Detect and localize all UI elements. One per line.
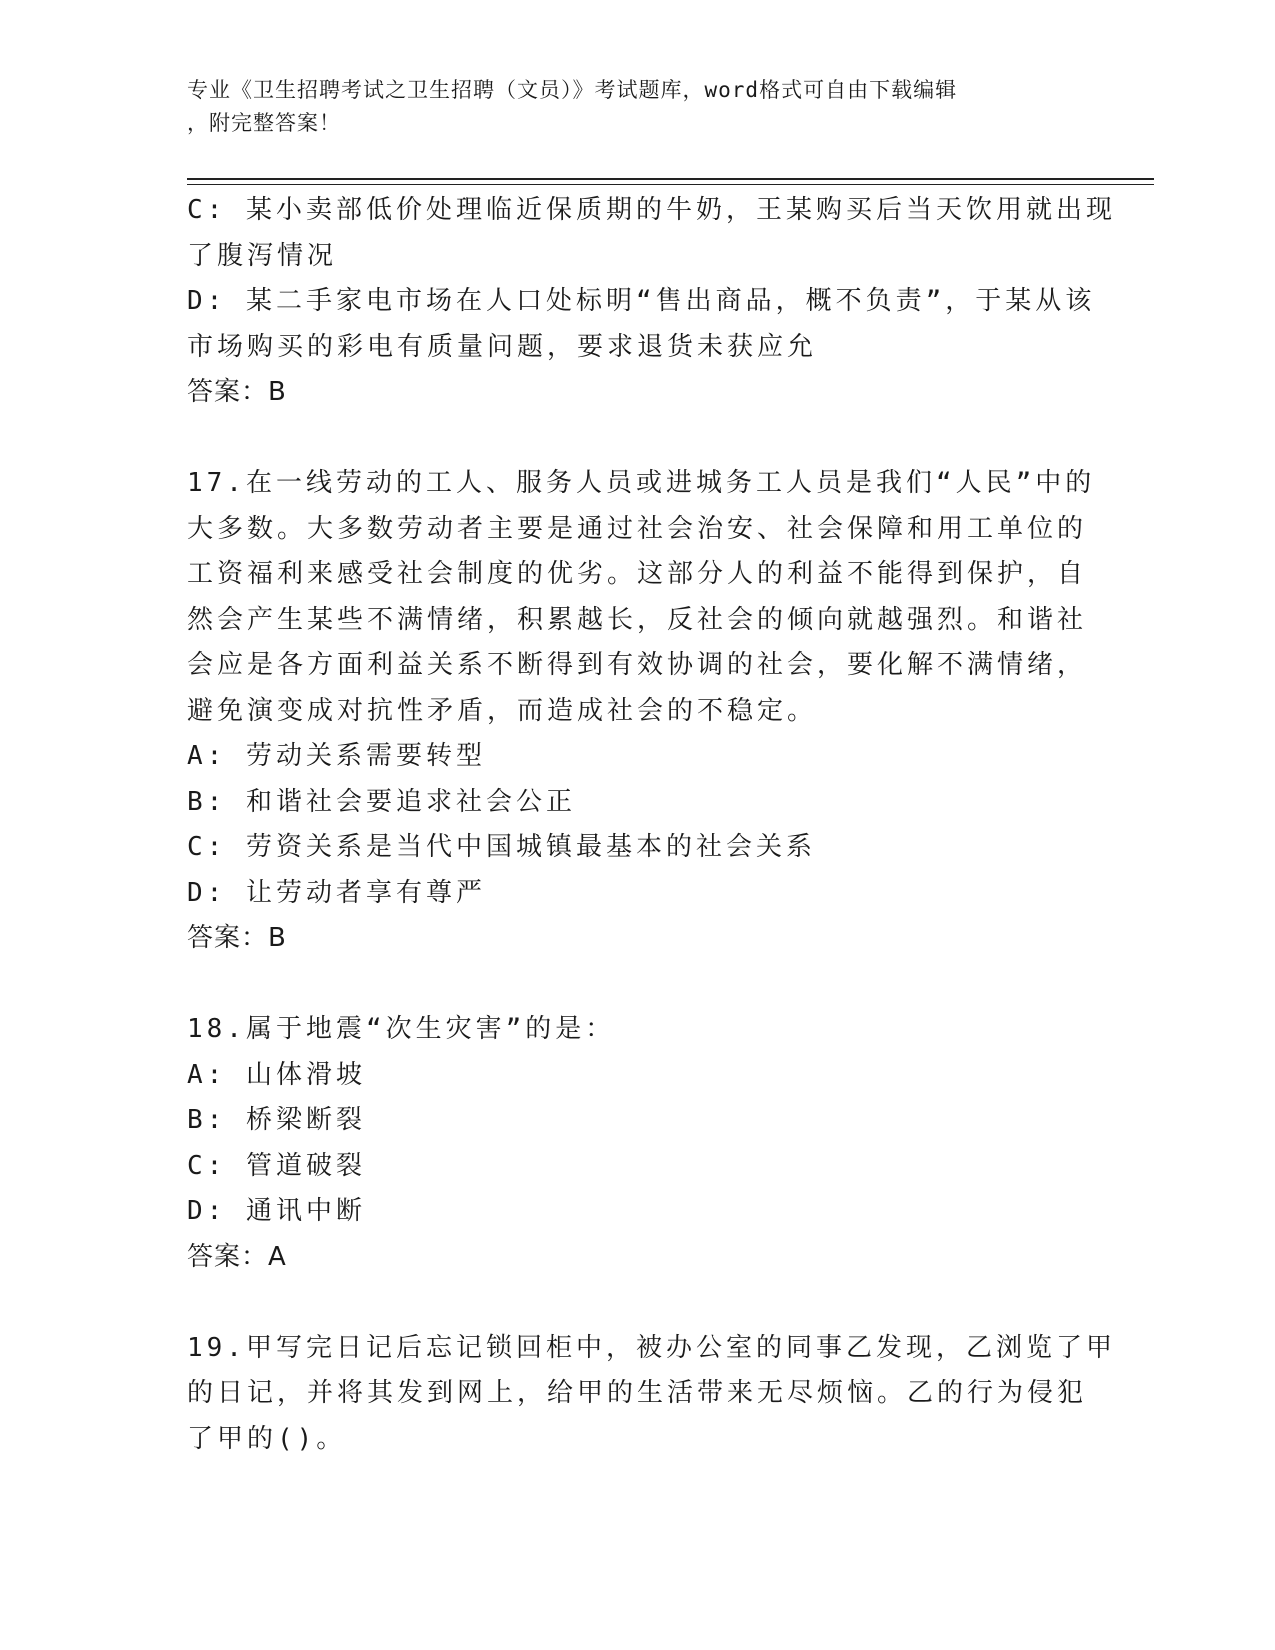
q17-stem-line-2: 大多数。大多数劳动者主要是通过社会治安、社会保障和用工单位的 (187, 513, 1088, 544)
header-rule-thin (187, 184, 1154, 185)
q18-option-a: A: 山体滑坡 (187, 1059, 366, 1090)
q18-stem: 18.属于地震“次生灾害”的是： (187, 1014, 616, 1044)
q16-option-c-line-2: 了腹泻情况 (187, 240, 338, 271)
header-line-1: 专业《卫生招聘考试之卫生招聘（文员）》考试题库，word格式可自由下载编辑 (187, 78, 958, 102)
q19-stem-line-1: 19.甲写完日记后忘记锁回柜中，被办公室的同事乙发现，乙浏览了甲 (187, 1332, 1116, 1363)
q17-stem-line-1: 17.在一线劳动的工人、服务人员或进城务工人员是我们“人民”中的 (187, 468, 1096, 498)
q18-option-d: D: 通讯中断 (187, 1196, 366, 1226)
q16-option-d-line-2: 市场购买的彩电有质量问题，要求退货未获应允 (187, 331, 818, 362)
question-16 (187, 188, 1116, 416)
q17-stem-line-4: 然会产生某些不满情绪，积累越长，反社会的倾向就越强烈。和谐社 (187, 604, 1088, 635)
q18-answer: 答案：A (187, 1241, 287, 1272)
q17-answer: 答案：B (187, 923, 287, 953)
document-body (187, 188, 1116, 1462)
q17-stem-line-3: 工资福利来感受社会制度的优劣。这部分人的利益不能得到保护，自 (187, 559, 1088, 589)
q19-stem-line-2: 的日记，并将其发到网上，给甲的生活带来无尽烦恼。乙的行为侵犯 (187, 1378, 1088, 1408)
q16-answer: 答案：B (187, 377, 287, 407)
q17-stem-line-6: 避免演变成对抗性矛盾，而造成社会的不稳定。 (187, 695, 818, 726)
q18-option-b: B: 桥梁断裂 (187, 1105, 366, 1135)
q18-option-c: C: 管道破裂 (187, 1150, 366, 1181)
spacer (187, 1280, 1087, 1326)
spacer (187, 962, 1087, 1008)
q16-option-d-line-1: D: 某二手家电市场在人口处标明“售出商品，概不负责”，于某从该 (187, 286, 1096, 316)
q17-option-b: B: 和谐社会要追求社会公正 (187, 786, 576, 817)
q16-option-c-line-1: C: 某小卖部低价处理临近保质期的牛奶，王某购买后当天饮用就出现 (187, 195, 1116, 225)
question-18 (187, 1007, 1087, 1280)
question-19 (187, 1326, 1116, 1463)
q17-stem-line-5: 会应是各方面利益关系不断得到有效协调的社会，要化解不满情绪， (187, 650, 1088, 680)
q17-option-c: C: 劳资关系是当代中国城镇最基本的社会关系 (187, 832, 816, 862)
spacer (187, 416, 1087, 462)
document-header (187, 74, 1087, 140)
q19-stem-line-3: 了甲的()。 (187, 1423, 347, 1454)
q17-option-a: A: 劳动关系需要转型 (187, 741, 486, 771)
header-line-2: ，附完整答案！ (187, 111, 341, 135)
header-rule-thick (187, 178, 1154, 180)
q17-option-d: D: 让劳动者享有尊严 (187, 877, 486, 908)
question-17 (187, 461, 1096, 962)
